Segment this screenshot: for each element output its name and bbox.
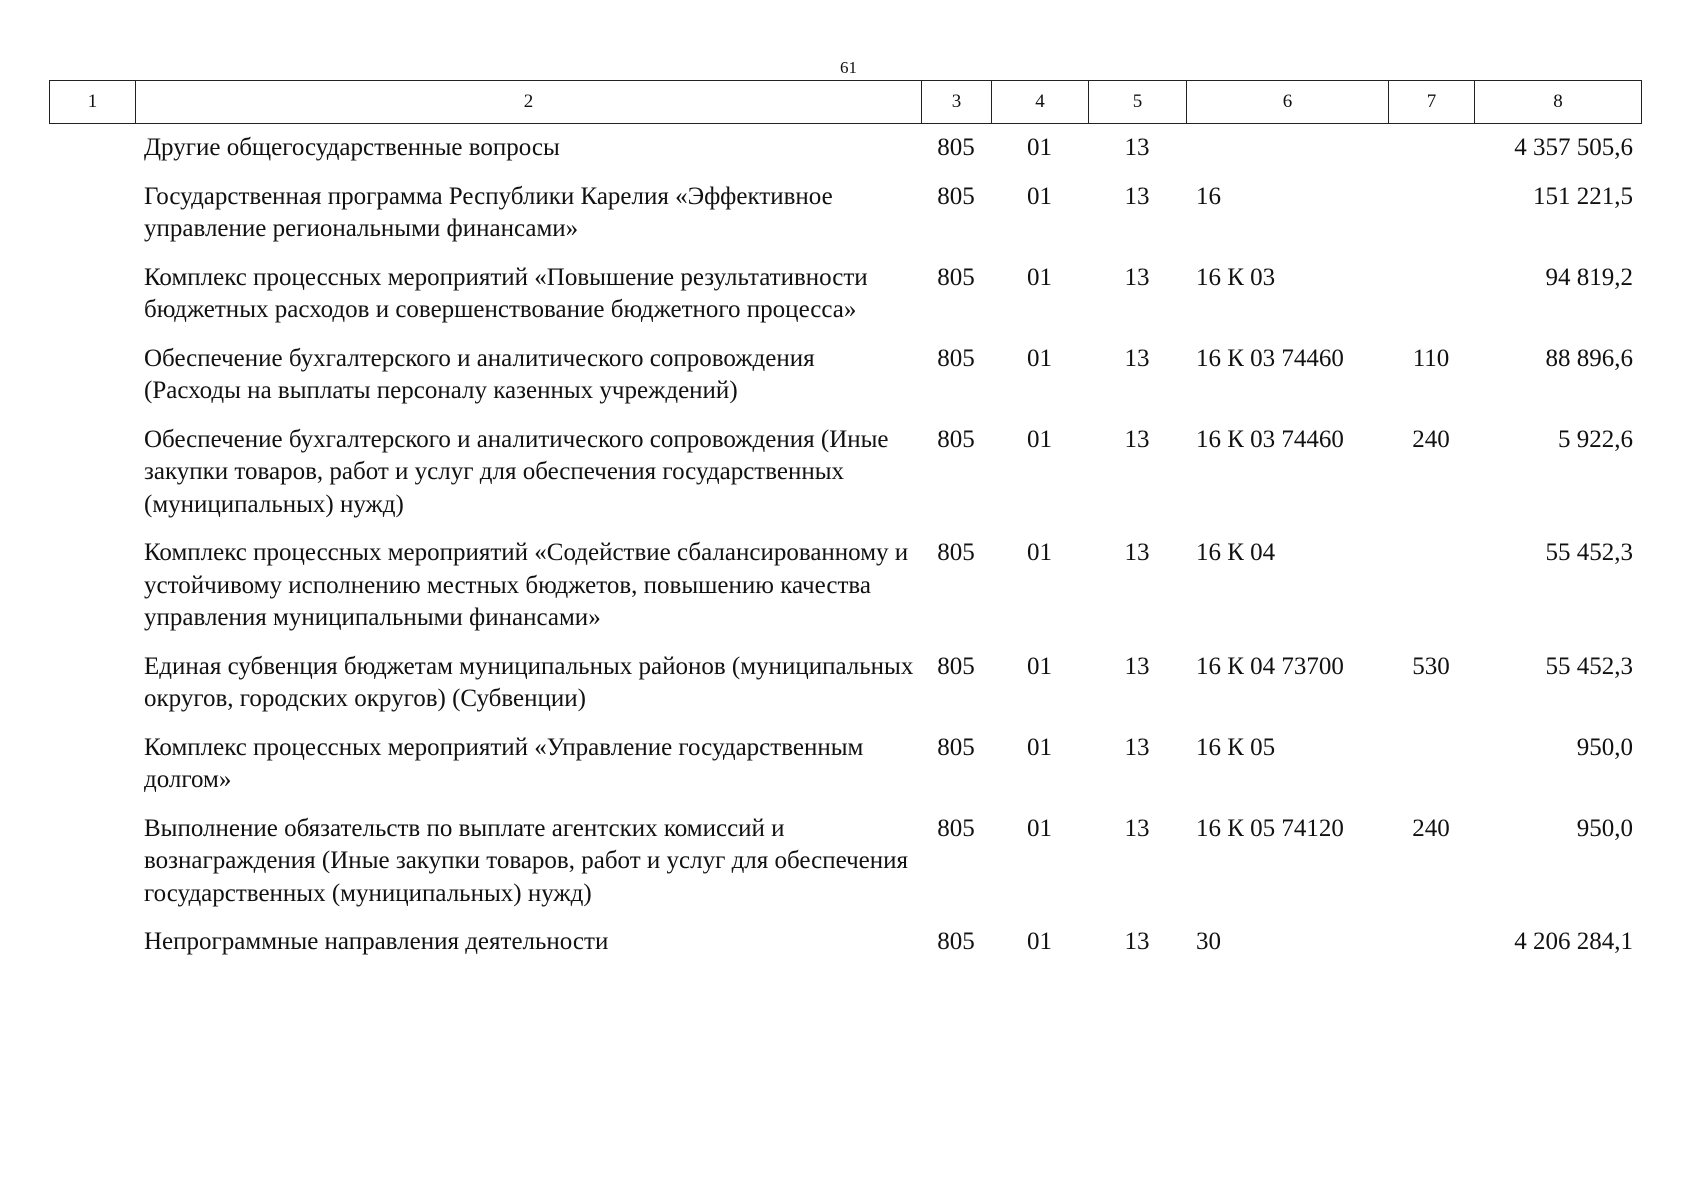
row-pr: 13: [1124, 814, 1150, 842]
header-col-3: 3: [922, 81, 992, 124]
row-rz: 01: [1027, 263, 1052, 291]
row-pr: 13: [1124, 182, 1150, 210]
row-name: Комплекс процессных мероприятий «Содействие сбалансированному и устойчивому исполнению местных бюджетов, повышению качества управления муниципальными финансами»: [144, 539, 909, 631]
row-pr: 13: [1124, 425, 1150, 453]
row-pr: 13: [1124, 344, 1150, 372]
row-csr: [1186, 132, 1388, 165]
row-rz: 01: [1027, 344, 1052, 372]
header-col-2: 2: [136, 81, 922, 124]
row-ved: 805: [937, 733, 975, 761]
row-vr: 530: [1412, 652, 1450, 680]
row-vr: 110: [1412, 344, 1450, 372]
table-row: [49, 651, 1641, 716]
table-row: [49, 537, 1641, 635]
row-name: Обеспечение бухгалтерского и аналитического сопровождения (Расходы на выплаты персоналу казенных учреждений): [144, 344, 815, 404]
row-ved: 805: [937, 344, 975, 372]
row-number-cell: [49, 262, 144, 327]
row-csr: 16 К 03 74460: [1196, 344, 1344, 372]
page-number: 61: [840, 58, 857, 77]
row-csr: 30: [1196, 928, 1221, 955]
row-pr: 13: [1124, 539, 1150, 566]
header-col-4: 4: [992, 81, 1089, 124]
table-row: [49, 343, 1641, 408]
row-name: Обеспечение бухгалтерского и аналитического сопровождения (Иные закупки товаров, работ и услуг для обеспечения государственных (муниципальных) нужд): [144, 425, 889, 518]
row-vr: [1388, 132, 1474, 165]
row-sum: 151 221,5: [1533, 182, 1633, 210]
row-rz: 01: [1027, 182, 1052, 210]
row-csr: 16 К 03: [1196, 263, 1276, 291]
row-number-cell: [49, 732, 144, 797]
row-vr: [1388, 262, 1474, 327]
row-number-cell: [49, 343, 144, 408]
row-number-cell: [49, 651, 144, 716]
row-number-cell: [49, 132, 144, 165]
row-sum: 94 819,2: [1545, 263, 1633, 291]
row-ved: 805: [937, 263, 975, 291]
row-csr: 16 К 04: [1196, 539, 1276, 566]
row-pr: 13: [1124, 134, 1150, 161]
row-ved: 805: [937, 539, 975, 566]
row-csr: 16 К 04 73700: [1196, 652, 1344, 680]
header-col-5: 5: [1089, 81, 1187, 124]
row-vr: [1388, 926, 1474, 959]
row-sum: 950,0: [1576, 814, 1633, 842]
row-number-cell: [49, 424, 144, 522]
row-rz: 01: [1027, 928, 1052, 955]
row-csr: 16 К 03 74460: [1196, 425, 1344, 453]
row-name: Комплекс процессных мероприятий «Управление государственным долгом»: [144, 733, 864, 793]
table-row: [49, 262, 1641, 327]
row-ved: 805: [937, 425, 975, 453]
row-vr: 240: [1412, 814, 1450, 842]
row-ved: 805: [937, 814, 975, 842]
row-sum: 4 206 284,1: [1514, 928, 1633, 955]
row-sum: 4 357 505,6: [1514, 134, 1633, 161]
row-name: Единая субвенция бюджетам муниципальных районов (муниципальных округов, городских округов) (Субвенции): [144, 652, 914, 712]
row-sum: 55 452,3: [1545, 652, 1633, 680]
row-rz: 01: [1027, 425, 1052, 453]
row-ved: 805: [937, 928, 975, 955]
row-ved: 805: [937, 134, 975, 161]
row-rz: 01: [1027, 652, 1052, 680]
row-rz: 01: [1027, 814, 1052, 842]
header-col-7: 7: [1389, 81, 1475, 124]
row-number-cell: [49, 926, 144, 959]
row-csr: 16 К 05 74120: [1196, 814, 1344, 842]
column-number-header: [49, 80, 1642, 124]
row-number-cell: [49, 181, 144, 246]
header-col-1: 1: [50, 81, 136, 124]
row-sum: 5 922,6: [1558, 425, 1633, 453]
row-vr: [1388, 732, 1474, 797]
header-row: [50, 81, 1642, 124]
table-row: [49, 813, 1641, 911]
row-name: Другие общегосударственные вопросы: [144, 134, 560, 161]
row-pr: 13: [1124, 733, 1150, 761]
table-row: [49, 181, 1641, 246]
row-rz: 01: [1027, 539, 1052, 566]
row-name: Выполнение обязательств по выплате агентских комиссий и вознаграждения (Иные закупки товаров, работ и услуг для обеспечения государственных (муниципальных) нужд): [144, 814, 909, 907]
row-csr: 16 К 05: [1196, 733, 1276, 761]
budget-rows: [49, 132, 1641, 975]
header-col-6: 6: [1187, 81, 1389, 124]
row-csr: 16: [1196, 182, 1221, 210]
row-pr: 13: [1124, 652, 1150, 680]
row-sum: 55 452,3: [1545, 539, 1633, 566]
row-number-cell: [49, 813, 144, 911]
table-row: [49, 732, 1641, 797]
header-col-8: 8: [1475, 81, 1642, 124]
table-row: [49, 132, 1641, 165]
row-ved: 805: [937, 652, 975, 680]
row-pr: 13: [1124, 928, 1150, 955]
row-sum: 88 896,6: [1545, 344, 1633, 372]
row-pr: 13: [1124, 263, 1150, 291]
row-number-cell: [49, 537, 144, 635]
row-ved: 805: [937, 182, 975, 210]
row-sum: 950,0: [1576, 733, 1633, 761]
row-name: Комплекс процессных мероприятий «Повышение результативности бюджетных расходов и совершенствование бюджетного процесса»: [144, 263, 868, 323]
table-row: [49, 926, 1641, 959]
row-rz: 01: [1027, 134, 1052, 161]
row-rz: 01: [1027, 733, 1052, 761]
row-vr: [1388, 181, 1474, 246]
row-vr: 240: [1412, 425, 1450, 453]
row-vr: [1388, 537, 1474, 635]
row-name: Непрограммные направления деятельности: [144, 928, 609, 955]
table-row: [49, 424, 1641, 522]
row-name: Государственная программа Республики Карелия «Эффективное управление региональными финансами»: [144, 182, 833, 242]
